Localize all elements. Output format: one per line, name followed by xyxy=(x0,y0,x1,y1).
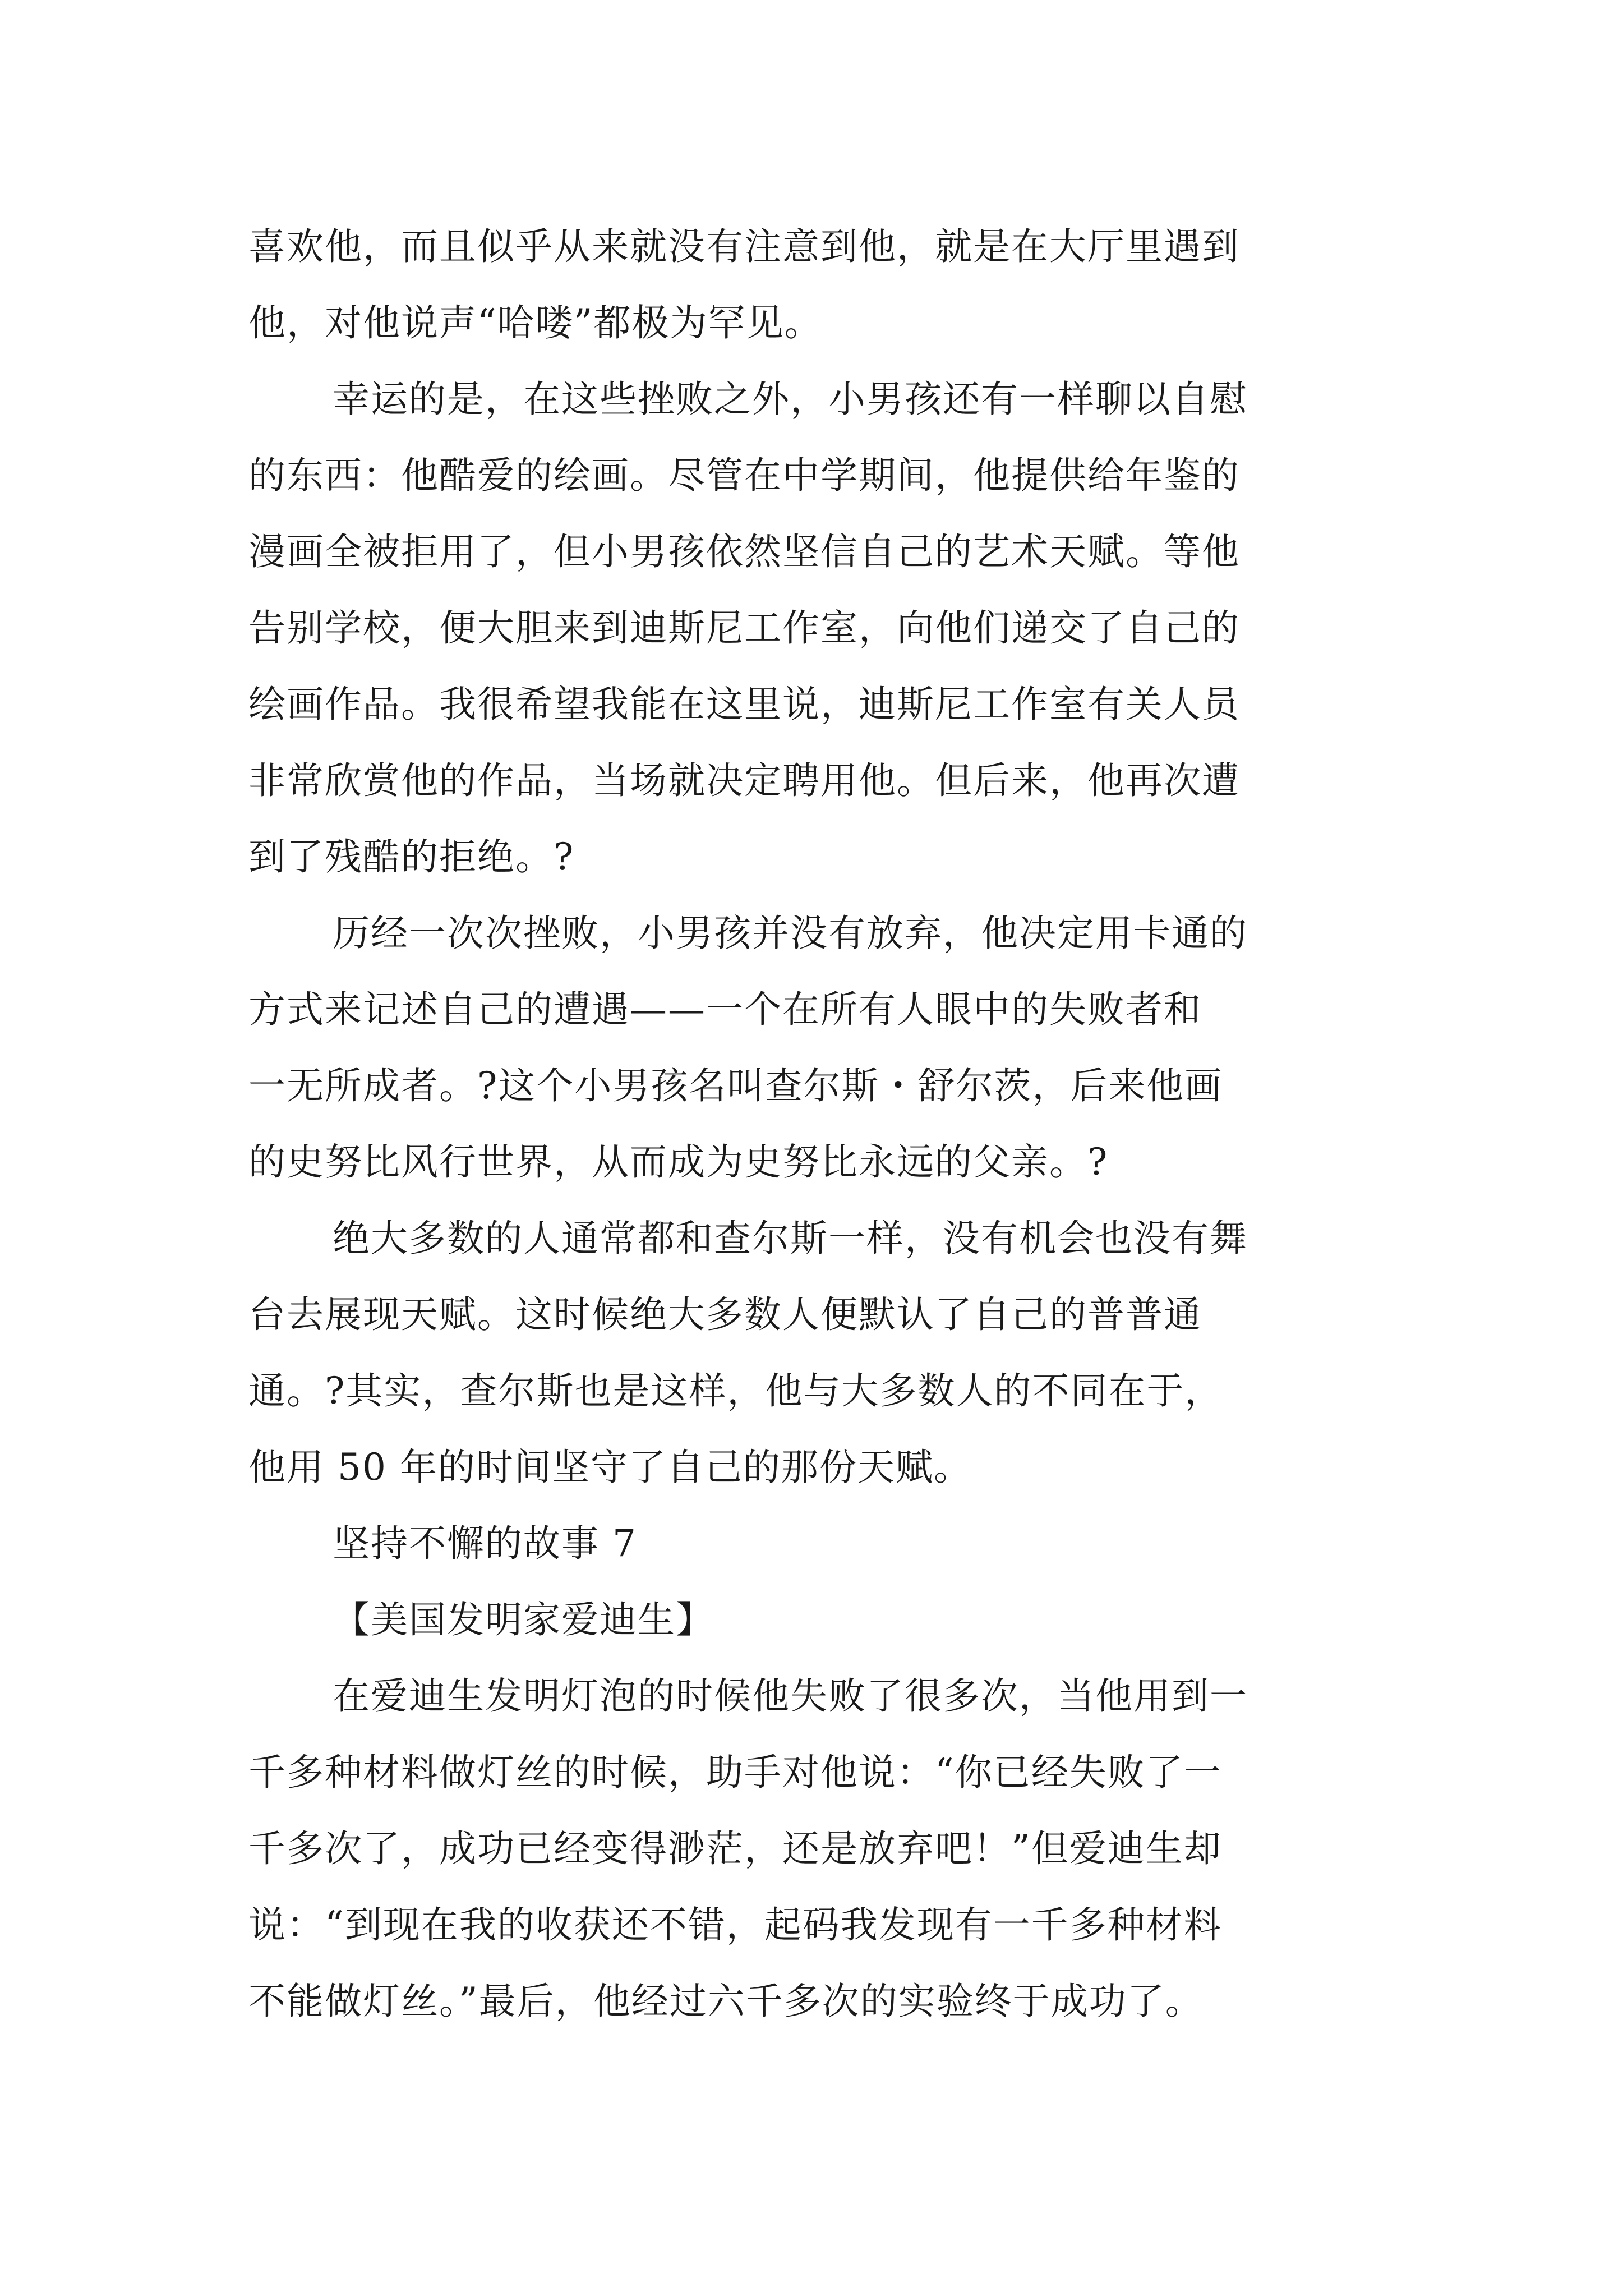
text-line: 他，对他说声“哈喽”都极为罕见。 xyxy=(248,301,823,344)
text-line: 千多种材料做灯丝的时候，助手对他说：“你已经失败了一 xyxy=(248,1751,1222,1794)
text-line: 他用 50 年的时间坚守了自己的那份天赋。 xyxy=(248,1446,972,1489)
text-line: 非常欣赏他的作品，当场就决定聘用他。但后来，他再次遭 xyxy=(248,759,1240,802)
text-line: 漫画全被拒用了，但小男孩依然坚信自己的艺术天赋。等他 xyxy=(248,530,1240,573)
section-heading: 坚持不懈的故事 7 xyxy=(333,1522,637,1565)
text-line: 的东西：他酷爱的绘画。尽管在中学期间，他提供给年鉴的 xyxy=(248,454,1240,497)
text-line: 告别学校，便大胆来到迪斯尼工作室，向他们递交了自己的 xyxy=(248,606,1240,650)
text-line: 台去展现天赋。这时候绝大多数人便默认了自己的普普通 xyxy=(248,1293,1202,1336)
text-line: 绘画作品。我很希望我能在这里说，迪斯尼工作室有关人员 xyxy=(248,683,1240,726)
paragraph-start-line: 历经一次次挫败，小男孩并没有放弃，他决定用卡通的 xyxy=(333,912,1248,955)
paragraph-start-line: 幸运的是，在这些挫败之外，小男孩还有一样聊以自慰 xyxy=(333,378,1248,421)
story-title: 【美国发明家爱迪生】 xyxy=(333,1598,714,1641)
text-line: 喜欢他，而且似乎从来就没有注意到他，就是在大厅里遇到 xyxy=(248,225,1240,268)
body-text xyxy=(248,209,1387,2040)
text-line: 千多次了，成功已经变得渺茫，还是放弃吧！”但爱迪生却 xyxy=(248,1827,1222,1870)
text-line: 的史努比风行世界，从而成为史努比永远的父亲。? xyxy=(248,1140,1109,1184)
text-line: 到了残酷的拒绝。? xyxy=(248,835,575,878)
text-line: 不能做灯丝。”最后，他经过六千多次的实验终于成功了。 xyxy=(248,1980,1204,2023)
text-line: 一无所成者。?这个小男孩名叫查尔斯・舒尔茨，后来他画 xyxy=(248,1064,1223,1107)
paragraph-start-line: 在爱迪生发明灯泡的时候他失败了很多次，当他用到一 xyxy=(333,1674,1248,1718)
paragraph-start-line: 绝大多数的人通常都和查尔斯一样，没有机会也没有舞 xyxy=(333,1217,1248,1260)
text-line: 方式来记述自己的遭遇——一个在所有人眼中的失败者和 xyxy=(248,988,1202,1031)
text-line: 通。?其实，查尔斯也是这样，他与大多数人的不同在于， xyxy=(248,1369,1223,1412)
text-line: 说：“到现在我的收获还不错，起码我发现有一千多种材料 xyxy=(248,1903,1222,1947)
